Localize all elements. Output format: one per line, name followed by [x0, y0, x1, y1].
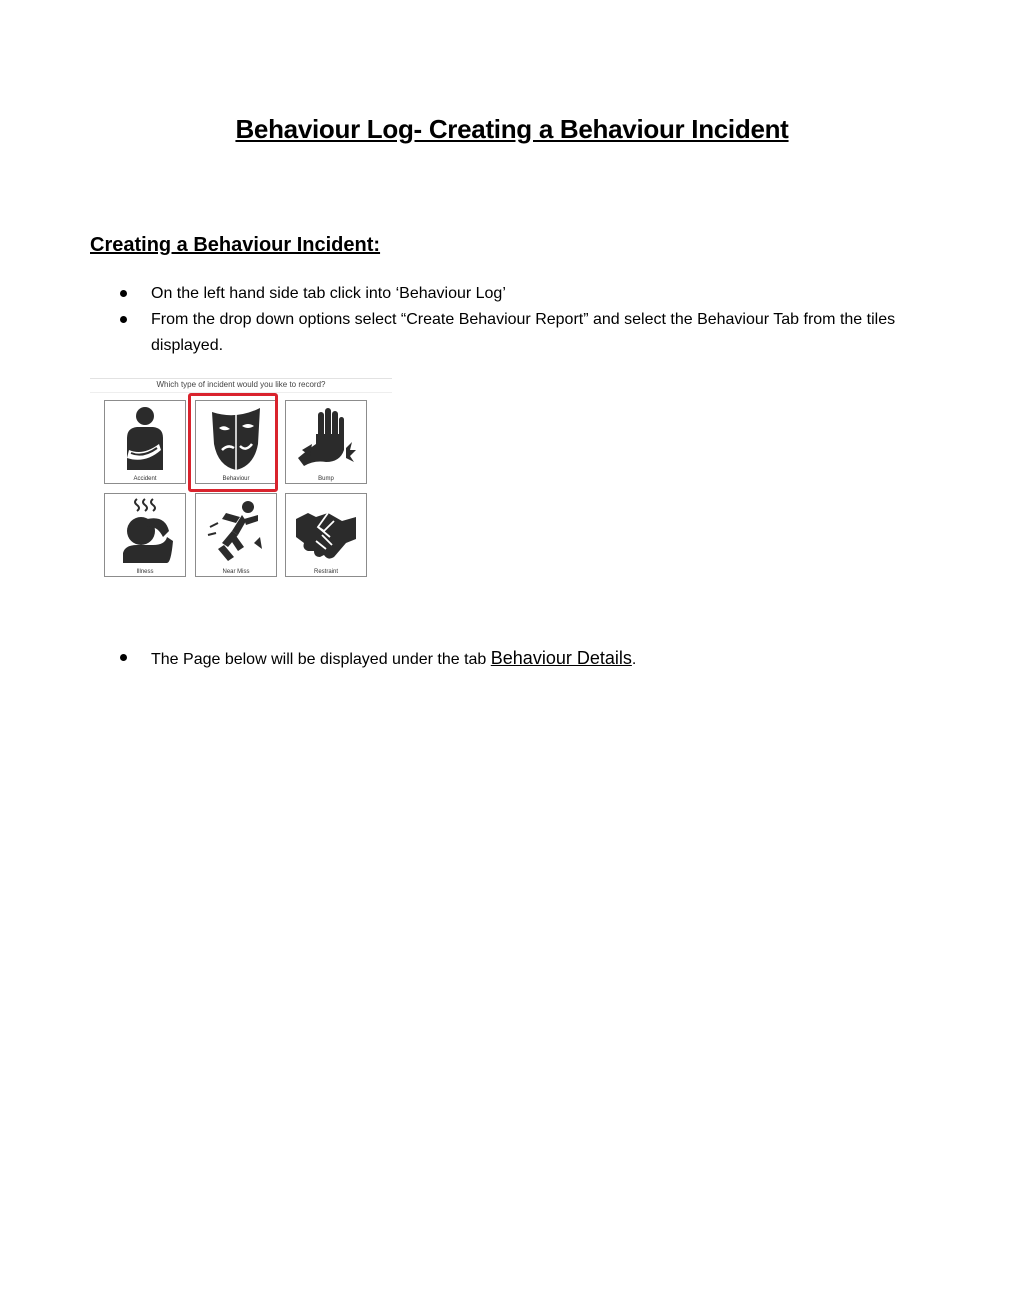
injured-arm-sling-icon — [113, 404, 177, 472]
divider — [90, 378, 392, 379]
list-item: The Page below will be displayed under the tab Behaviour Details. — [0, 645, 931, 673]
tile-label: Restraint — [313, 569, 338, 575]
list-item: From the drop down options select “Create Behaviour Report” and select the Behaviour Tab from the tiles displayed. — [0, 307, 931, 359]
behaviour-details-link[interactable]: Behaviour Details — [490, 648, 632, 668]
tile-label: Behaviour — [222, 476, 250, 482]
section-heading: Creating a Behaviour Incident: — [90, 234, 381, 256]
picker-question: Which type of incident would you like to record? — [156, 380, 326, 389]
hand-impact-icon — [294, 404, 358, 472]
tile-label: Near Miss — [222, 569, 250, 575]
tile-label: Illness — [136, 569, 154, 575]
tile-bump[interactable] — [285, 400, 367, 484]
instruction-list — [0, 281, 931, 359]
person-falling-icon — [204, 497, 268, 565]
tile-label: Bump — [318, 476, 334, 482]
document-title: Behaviour Log- Creating a Behaviour Incident — [235, 114, 789, 144]
list-item: On the left hand side tab click into ‘Behaviour Log’ — [0, 281, 931, 307]
behaviour-tile-highlight — [188, 393, 278, 492]
sick-person-icon — [113, 497, 177, 565]
instruction-list — [0, 645, 931, 673]
incident-type-picker — [90, 376, 392, 582]
bullet-icon — [120, 654, 127, 661]
tile-illness[interactable] — [104, 493, 186, 577]
bullet-icon — [120, 290, 127, 297]
tile-near-miss[interactable] — [195, 493, 277, 577]
tile-label: Accident — [133, 476, 157, 482]
tile-restraint[interactable] — [285, 493, 367, 577]
bullet-icon — [120, 316, 127, 323]
tile-accident[interactable] — [104, 400, 186, 484]
handshake-icon — [294, 497, 358, 565]
